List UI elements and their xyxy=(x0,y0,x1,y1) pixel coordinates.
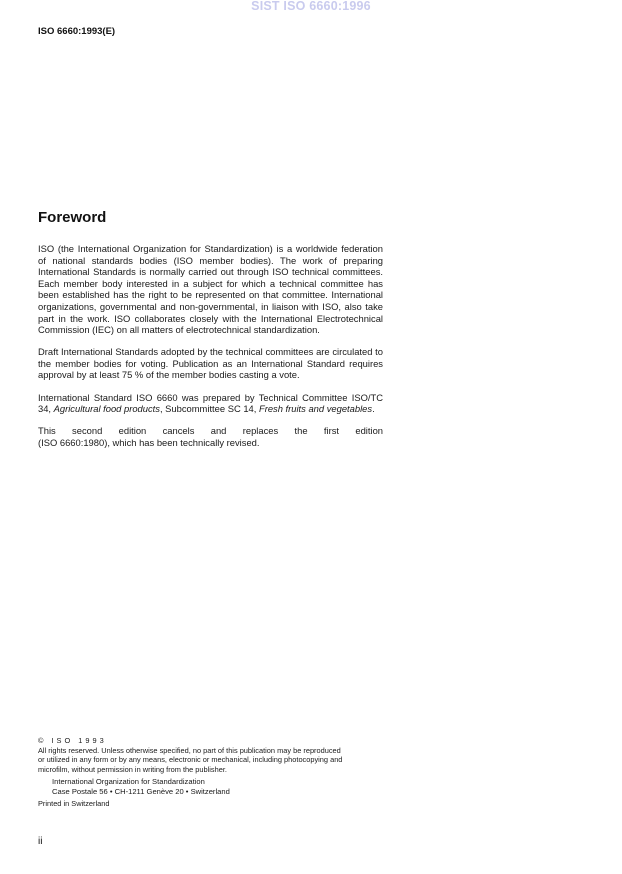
document-id: ISO 6660:1993(E) xyxy=(38,26,116,37)
rights-line: microfilm, without permission in writing from the publisher. xyxy=(38,764,227,774)
prepared-by-text-3: . xyxy=(372,403,375,415)
foreword-body xyxy=(38,243,383,459)
watermark: SIST ISO 6660:1996 xyxy=(251,0,371,13)
publisher-address: Case Postale 56 • CH-1211 Genève 20 • Switzerland xyxy=(52,786,230,796)
foreword-heading: Foreword xyxy=(38,209,107,226)
prepared-by-text-2: , Subcommittee SC 14, xyxy=(159,403,259,415)
paragraph-edition xyxy=(38,425,383,448)
edition-line-1: This second edition cancels and replaces the first edition xyxy=(38,425,383,437)
copyright-block xyxy=(38,736,388,808)
subcommittee-name: Fresh fruits and vegetables xyxy=(258,403,373,415)
paragraph-draft-standards: Draft International Standards adopted by the technical committees are circulated to the member bodies for voting. Publication as an International Standard requires approval by at least 75 % of the member bodies casting a vote. xyxy=(38,346,383,381)
publisher-organization: International Organization for Standardization xyxy=(52,777,205,787)
copyright-notice: © ISO 1993 xyxy=(38,736,107,745)
printed-in: Printed in Switzerland xyxy=(38,798,110,808)
rights-statement xyxy=(38,746,388,775)
rights-line: All rights reserved. Unless otherwise specified, no part of this publication may be reproduced xyxy=(38,745,341,755)
paragraph-prepared-by xyxy=(38,392,383,415)
prepared-by-text-1: International Standard ISO 6660 was prepared by Technical Committee ISO/TC 34, xyxy=(38,391,383,415)
edition-line-2: (ISO 6660:1980), which has been technically revised. xyxy=(38,436,260,448)
paragraph-iso-intro: ISO (the International Organization for Standardization) is a worldwide federation of national standards bodies (ISO member bodies). The work of preparing International Standards is normally carried out through ISO technical committees. Each member body interested in a subject for which a technical committee has been established has the right to be represented on that committee. International organizations, governmental and non-governmental, in liaison with ISO, also take part in the work. ISO collaborates closely with the International Electrotechnical Commission (IEC) on all matters of electrotechnical standardization. xyxy=(38,243,383,336)
rights-line: or utilized in any form or by any means, electronic or mechanical, including photocopying and xyxy=(38,755,343,765)
page-number: ii xyxy=(38,836,43,847)
committee-name: Agricultural food products xyxy=(53,403,160,415)
